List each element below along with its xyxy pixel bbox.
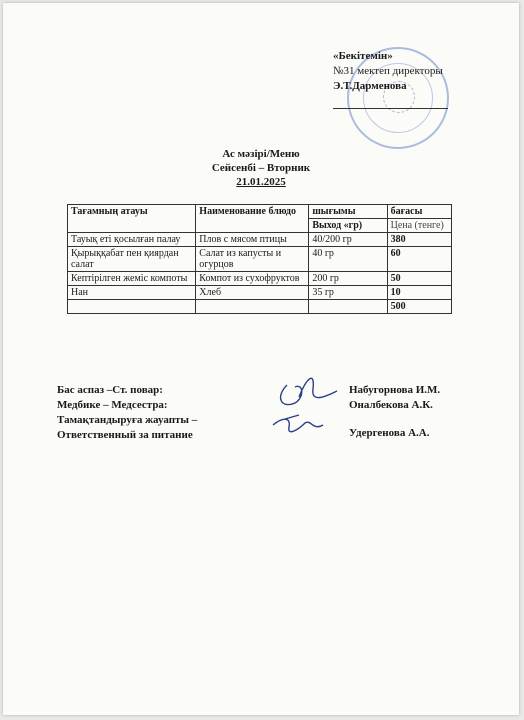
cell-yield: 35 гр: [309, 286, 387, 300]
cell-dish-ru: Плов с мясом птицы: [196, 233, 309, 247]
menu-title: [3, 147, 519, 189]
name-responsible: Удергенова А.А.: [349, 427, 430, 439]
table-total-row: [68, 300, 452, 314]
cell-dish-ru: Компот из сухофруктов: [196, 272, 309, 286]
title-line2: Сейсенбі – Вторник: [211, 162, 311, 174]
cell-empty: [196, 300, 309, 314]
handwritten-signatures: [265, 367, 345, 447]
role-chef: Бас аспаз –Ст. повар:: [57, 384, 163, 396]
cell-dish-kz: Кептірілген жеміс компоты: [68, 272, 196, 286]
document-page: [3, 3, 519, 715]
approval-signature-line: [333, 96, 448, 109]
approval-heading: «Бекітемін»: [333, 50, 393, 62]
role-responsible-kz: Тамақтандыруға жауапты –: [57, 414, 198, 426]
cell-empty: [309, 300, 387, 314]
cell-price: 50: [387, 272, 451, 286]
title-line1: Ас мәзірі/Меню: [222, 148, 300, 160]
cell-yield: 40 гр: [309, 247, 387, 272]
table-row: [68, 272, 452, 286]
subheader-price: Цена (тенге): [387, 219, 451, 233]
approval-name: Э.Т.Дарменова: [333, 80, 407, 92]
cell-dish-kz: Нан: [68, 286, 196, 300]
approval-position: №31 мектеп директоры: [333, 65, 443, 77]
menu-table: [67, 204, 452, 314]
cell-empty: [68, 300, 196, 314]
signature-roles: [57, 383, 197, 443]
header-dish-ru: Наименование блюдо: [196, 205, 309, 233]
name-chef: Набугорнова И.М.: [349, 384, 441, 396]
table-row: [68, 286, 452, 300]
header-dish-kz: Тағамның атауы: [68, 205, 196, 233]
name-nurse: Оналбекова А.К.: [349, 399, 433, 411]
table-row: [68, 247, 452, 272]
table-header-row: [68, 205, 452, 219]
cell-price: 10: [387, 286, 451, 300]
title-date: 21.01.2025: [236, 176, 286, 188]
cell-price: 380: [387, 233, 451, 247]
cell-yield: 40/200 гр: [309, 233, 387, 247]
cell-dish-ru: Хлеб: [196, 286, 309, 300]
header-yield: шығымы: [309, 205, 387, 219]
cell-dish-kz: Тауық еті қосылған палау: [68, 233, 196, 247]
cell-dish-kz: Қырыққабат пен қиярдан салат: [68, 247, 196, 272]
approval-block: [333, 49, 448, 109]
cell-price: 60: [387, 247, 451, 272]
cell-dish-ru: Салат из капусты и огурцов: [196, 247, 309, 272]
subheader-yield: Выход «гр): [309, 219, 387, 233]
role-nurse: Медбике – Медсестра:: [57, 399, 168, 411]
header-price: бағасы: [387, 205, 451, 219]
role-responsible-ru: Ответственный за питание: [57, 429, 193, 441]
cell-total: 500: [387, 300, 451, 314]
table-row: [68, 233, 452, 247]
signature-names: [349, 383, 440, 441]
cell-yield: 200 гр: [309, 272, 387, 286]
